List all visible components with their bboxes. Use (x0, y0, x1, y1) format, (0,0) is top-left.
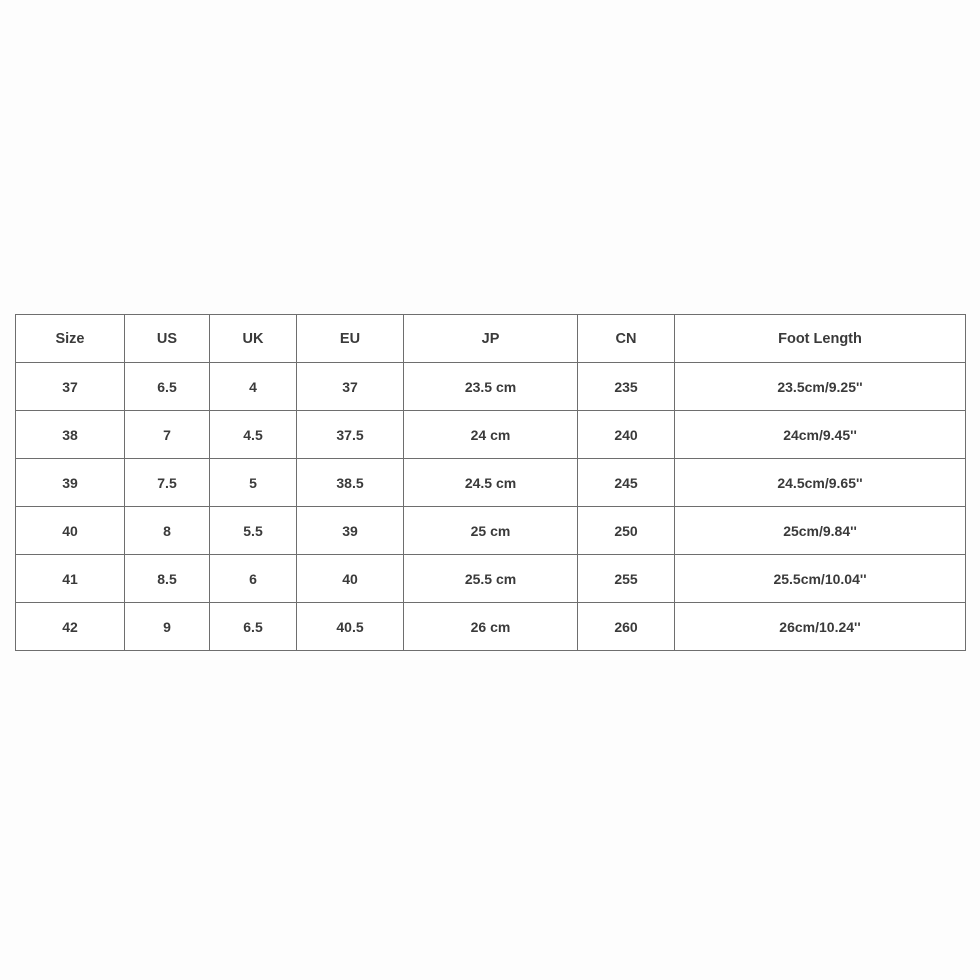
table-row (16, 555, 966, 603)
table-header-row (16, 315, 966, 363)
size-chart-table (15, 314, 966, 651)
cell-cn: 255 (578, 555, 675, 603)
cell-jp: 24 cm (404, 411, 578, 459)
cell-uk: 4 (210, 363, 297, 411)
cell-cn: 240 (578, 411, 675, 459)
cell-size: 41 (16, 555, 125, 603)
cell-foot-length: 25.5cm/10.04'' (675, 555, 966, 603)
cell-us: 6.5 (125, 363, 210, 411)
cell-size: 40 (16, 507, 125, 555)
cell-size: 38 (16, 411, 125, 459)
header-foot-length: Foot Length (675, 315, 966, 363)
cell-jp: 25.5 cm (404, 555, 578, 603)
cell-foot-length: 24cm/9.45'' (675, 411, 966, 459)
cell-uk: 5.5 (210, 507, 297, 555)
cell-jp: 24.5 cm (404, 459, 578, 507)
cell-eu: 40.5 (297, 603, 404, 651)
cell-foot-length: 24.5cm/9.65'' (675, 459, 966, 507)
cell-us: 9 (125, 603, 210, 651)
cell-cn: 260 (578, 603, 675, 651)
cell-eu: 38.5 (297, 459, 404, 507)
cell-eu: 37.5 (297, 411, 404, 459)
cell-cn: 235 (578, 363, 675, 411)
cell-jp: 25 cm (404, 507, 578, 555)
cell-us: 7 (125, 411, 210, 459)
cell-uk: 5 (210, 459, 297, 507)
cell-jp: 26 cm (404, 603, 578, 651)
header-eu: EU (297, 315, 404, 363)
table-row (16, 603, 966, 651)
cell-us: 8.5 (125, 555, 210, 603)
table-row (16, 459, 966, 507)
cell-jp: 23.5 cm (404, 363, 578, 411)
cell-uk: 6 (210, 555, 297, 603)
cell-uk: 4.5 (210, 411, 297, 459)
cell-size: 42 (16, 603, 125, 651)
header-us: US (125, 315, 210, 363)
header-jp: JP (404, 315, 578, 363)
cell-foot-length: 23.5cm/9.25'' (675, 363, 966, 411)
cell-eu: 40 (297, 555, 404, 603)
cell-cn: 250 (578, 507, 675, 555)
header-cn: CN (578, 315, 675, 363)
cell-cn: 245 (578, 459, 675, 507)
cell-foot-length: 25cm/9.84'' (675, 507, 966, 555)
cell-us: 7.5 (125, 459, 210, 507)
header-uk: UK (210, 315, 297, 363)
cell-size: 39 (16, 459, 125, 507)
cell-eu: 39 (297, 507, 404, 555)
header-size: Size (16, 315, 125, 363)
cell-eu: 37 (297, 363, 404, 411)
table-row (16, 363, 966, 411)
cell-uk: 6.5 (210, 603, 297, 651)
table-row (16, 411, 966, 459)
table-row (16, 507, 966, 555)
cell-us: 8 (125, 507, 210, 555)
cell-size: 37 (16, 363, 125, 411)
cell-foot-length: 26cm/10.24'' (675, 603, 966, 651)
